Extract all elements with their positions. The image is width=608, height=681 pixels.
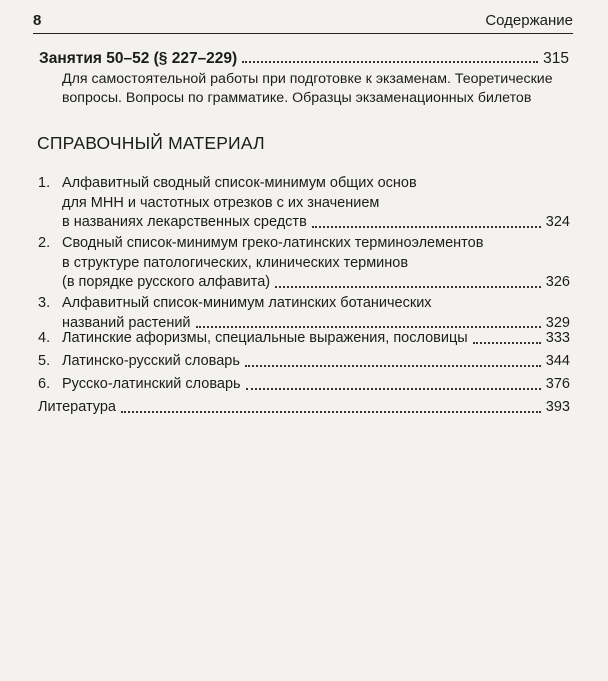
running-title: Содержание — [485, 12, 573, 29]
dot-leader — [275, 286, 541, 288]
toc-item — [38, 174, 570, 233]
toc-item-page: 326 — [545, 274, 570, 290]
dot-leader — [312, 226, 541, 228]
section-heading: СПРАВОЧНЫЙ МАТЕРИАЛ — [37, 133, 265, 153]
toc-item-text: для МНН и частотных отрезков с их значением — [62, 194, 380, 211]
toc-item-page: 393 — [545, 399, 570, 415]
lesson-description: Для самостоятельной работы при подготовке к экзаменам. Теоретические вопросы. Вопросы по грамматике. Образцы экзаменационных билетов — [62, 71, 553, 106]
toc-item-text: Русско-латинский словарь — [62, 376, 241, 392]
toc-item-page: 376 — [545, 376, 570, 392]
lesson-entry — [39, 50, 569, 68]
dot-leader — [246, 388, 541, 390]
header-rule — [33, 33, 573, 34]
toc-item-number: 6. — [38, 376, 51, 392]
dot-leader — [242, 61, 538, 63]
toc-item-page: 329 — [545, 314, 570, 331]
toc-item-page: 344 — [545, 353, 570, 369]
toc-item-text: Алфавитный список-минимум латинских ботанических — [62, 295, 432, 311]
toc-item — [38, 375, 570, 395]
toc-item-number: 4. — [38, 330, 51, 346]
toc-item-text: Сводный список-минимум греко-латинских терминоэлементов — [62, 235, 484, 251]
toc-item-text: в названиях лекарственных средств — [62, 214, 307, 230]
page-number: 8 — [33, 12, 42, 29]
toc-item-text: Латинско-русский словарь — [62, 353, 240, 369]
dot-leader — [196, 326, 541, 328]
toc-item-text: (в порядке русского алфавита) — [62, 274, 271, 290]
toc-item-page: 333 — [545, 330, 570, 346]
toc-item — [38, 352, 570, 372]
toc-item — [38, 294, 570, 333]
toc-item — [38, 398, 570, 418]
lesson-page: 315 — [543, 50, 569, 67]
toc-item — [38, 234, 570, 293]
dot-leader — [245, 365, 541, 367]
toc-item-number: 5. — [38, 353, 51, 369]
dot-leader — [121, 411, 541, 413]
toc-item-number: 3. — [38, 295, 51, 311]
toc-item-number: 1. — [38, 175, 51, 191]
toc-item-number: 2. — [38, 235, 51, 251]
toc-item-text: Литература — [38, 399, 116, 415]
toc-item-text: Латинские афоризмы, специальные выражения, пословицы — [62, 330, 468, 346]
toc-item-page: 324 — [545, 214, 570, 230]
page-header — [33, 10, 573, 34]
dot-leader — [473, 342, 541, 344]
toc-item-text: в структуре патологических, клинических терминов — [62, 254, 409, 271]
toc-item-text: названий растений — [62, 314, 191, 331]
lesson-title: Занятия 50–52 (§ 227–229) — [39, 50, 238, 67]
toc-item-text: Алфавитный сводный список-минимум общих основ — [62, 175, 417, 191]
toc-item — [38, 329, 570, 349]
